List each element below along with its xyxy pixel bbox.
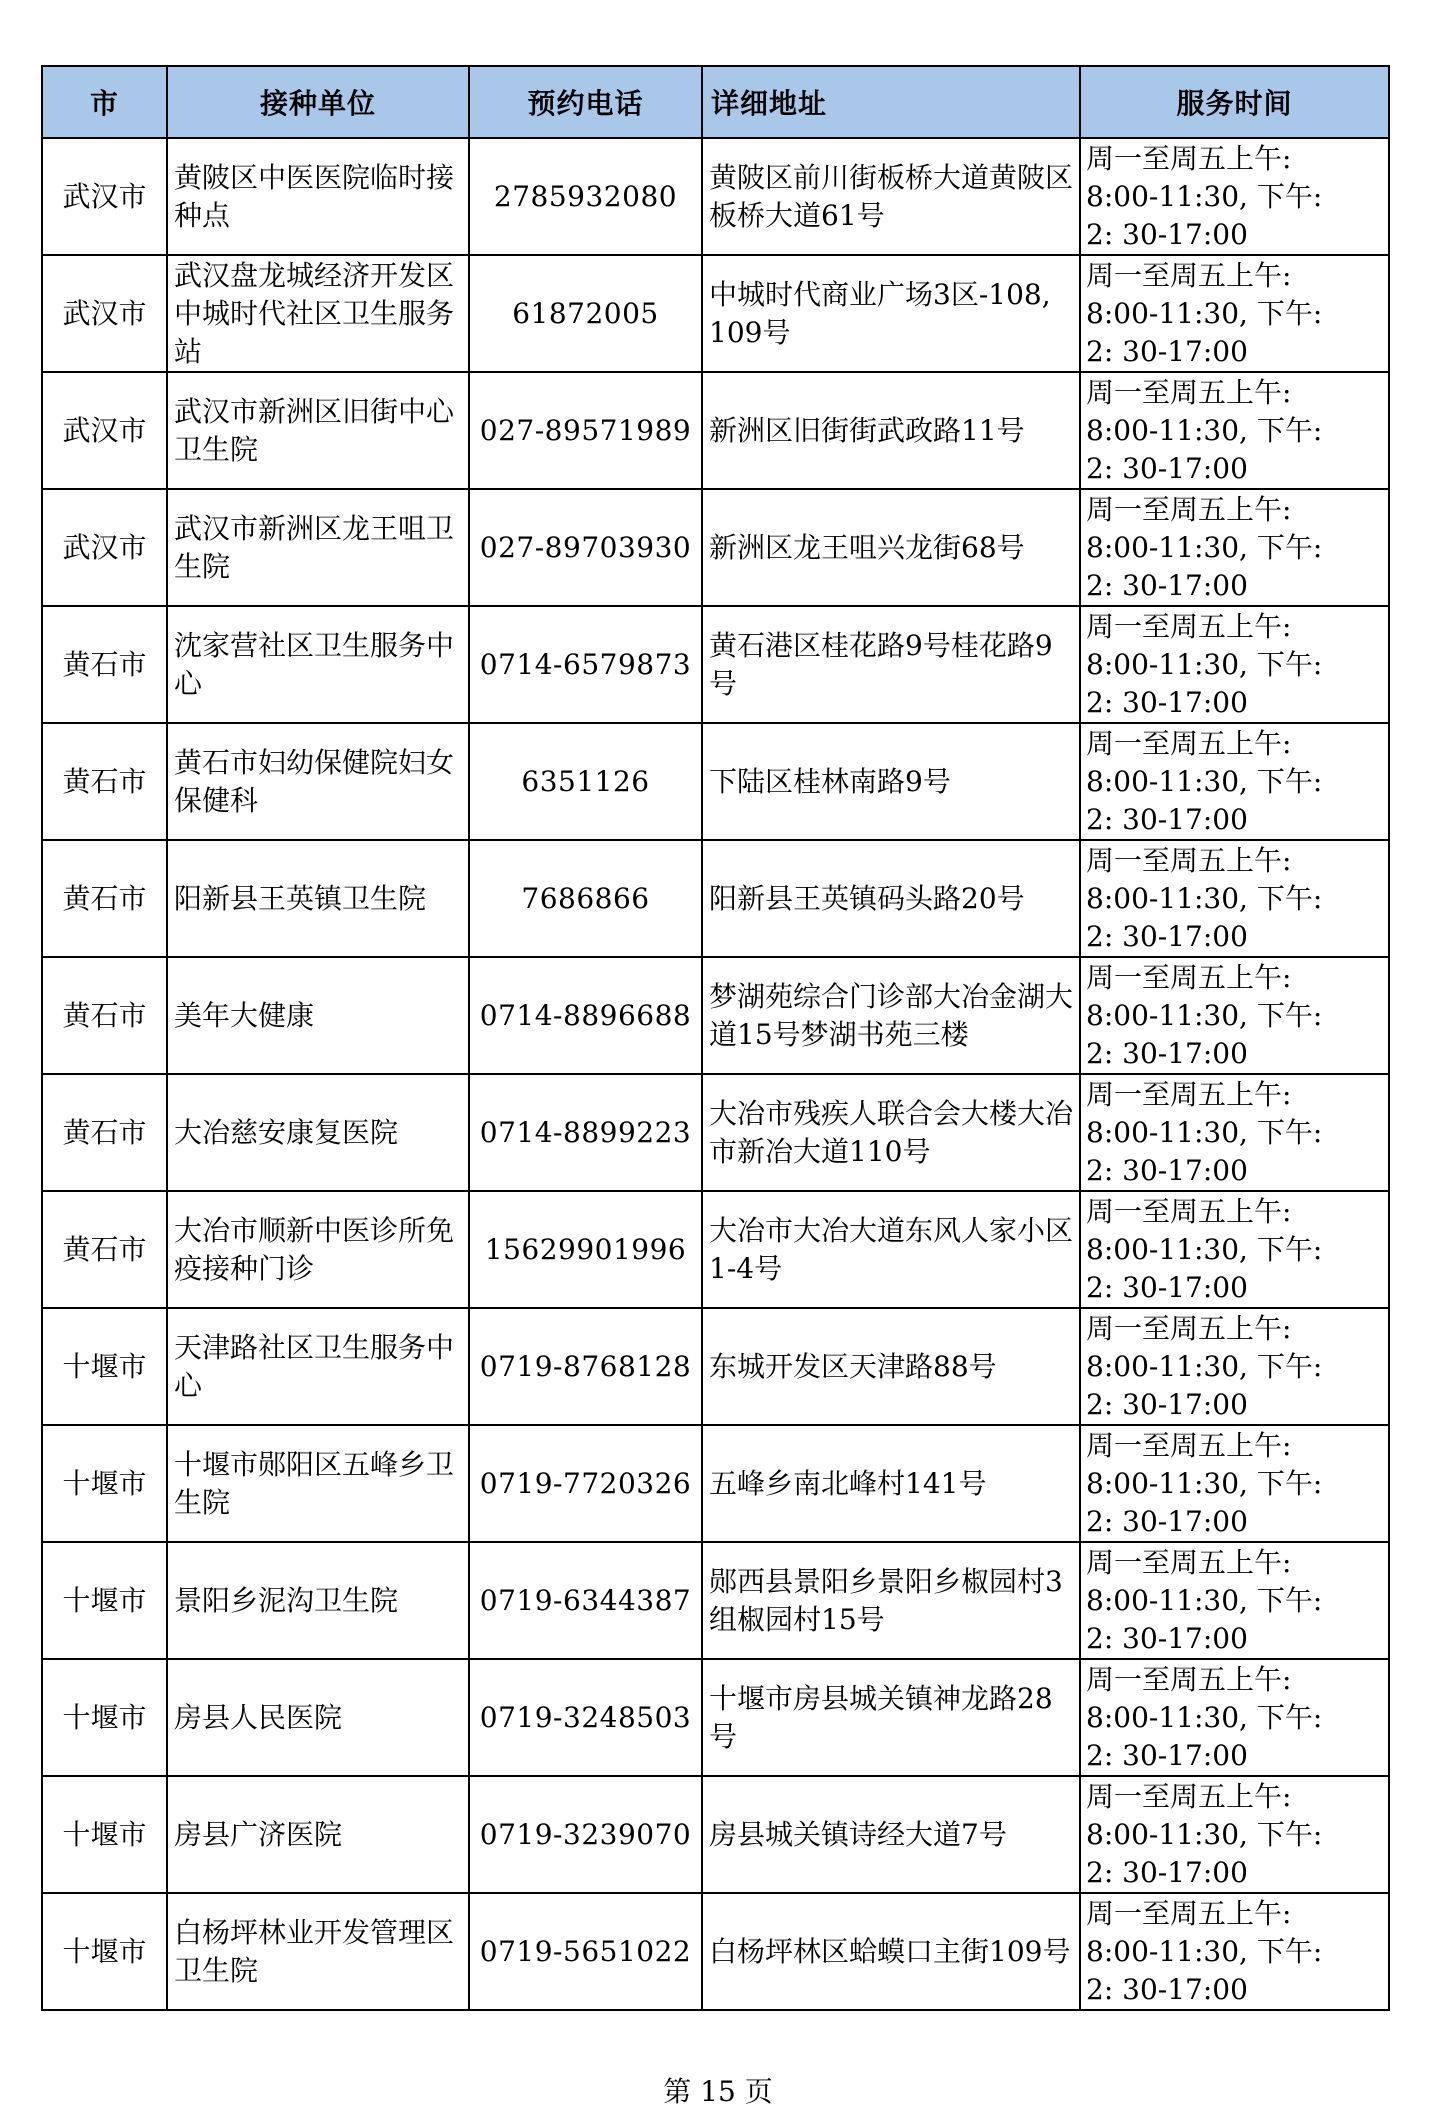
cell-unit: 阳新县王英镇卫生院 — [167, 840, 469, 957]
cell-unit: 大冶市顺新中医诊所免疫接种门诊 — [167, 1191, 469, 1308]
cell-city: 黄石市 — [42, 957, 167, 1074]
cell-city: 武汉市 — [42, 372, 167, 489]
cell-city: 十堰市 — [42, 1659, 167, 1776]
hours-line: 周一至周五上午: — [1086, 1195, 1292, 1228]
header-hours: 服务时间 — [1080, 66, 1389, 138]
cell-unit: 武汉盘龙城经济开发区中城时代社区卫生服务站 — [167, 255, 469, 372]
cell-phone: 0714-6579873 — [469, 606, 702, 723]
cell-unit: 十堰市郧阳区五峰乡卫生院 — [167, 1425, 469, 1542]
cell-phone: 15629901996 — [469, 1191, 702, 1308]
header-unit: 接种单位 — [167, 66, 469, 138]
vaccination-sites-table — [41, 65, 1390, 2011]
cell-hours — [1080, 1542, 1389, 1659]
hours-line: 周一至周五上午: — [1086, 142, 1292, 175]
table-row — [42, 1425, 1389, 1542]
hours-line: 8:00-11:30, 下午: — [1086, 765, 1323, 798]
table-row — [42, 1776, 1389, 1893]
cell-city: 武汉市 — [42, 489, 167, 606]
cell-address: 梦湖苑综合门诊部大冶金湖大道15号梦湖书苑三楼 — [702, 957, 1080, 1074]
hours-line: 周一至周五上午: — [1086, 1429, 1292, 1462]
cell-phone: 0714-8899223 — [469, 1074, 702, 1191]
cell-hours — [1080, 255, 1389, 372]
cell-hours — [1080, 372, 1389, 489]
header-city: 市 — [42, 66, 167, 138]
cell-phone: 0719-3248503 — [469, 1659, 702, 1776]
hours-line: 8:00-11:30, 下午: — [1086, 1935, 1323, 1968]
hours-line: 2: 30-17:00 — [1086, 1622, 1248, 1655]
cell-unit: 天津路社区卫生服务中心 — [167, 1308, 469, 1425]
hours-line: 周一至周五上午: — [1086, 844, 1292, 877]
hours-line: 8:00-11:30, 下午: — [1086, 1701, 1323, 1734]
cell-city: 黄石市 — [42, 1074, 167, 1191]
hours-line: 周一至周五上午: — [1086, 1546, 1292, 1579]
hours-line: 周一至周五上午: — [1086, 1078, 1292, 1111]
cell-city: 武汉市 — [42, 138, 167, 255]
hours-line: 2: 30-17:00 — [1086, 218, 1248, 251]
table-row — [42, 489, 1389, 606]
hours-line: 8:00-11:30, 下午: — [1086, 1818, 1323, 1851]
cell-phone: 6351126 — [469, 723, 702, 840]
hours-line: 2: 30-17:00 — [1086, 452, 1248, 485]
cell-hours — [1080, 1893, 1389, 2010]
hours-line: 8:00-11:30, 下午: — [1086, 1584, 1323, 1617]
cell-unit: 大冶慈安康复医院 — [167, 1074, 469, 1191]
header-address: 详细地址 — [702, 66, 1080, 138]
table-row — [42, 1074, 1389, 1191]
hours-line: 2: 30-17:00 — [1086, 1271, 1248, 1304]
cell-unit: 房县广济医院 — [167, 1776, 469, 1893]
hours-line: 8:00-11:30, 下午: — [1086, 1233, 1323, 1266]
hours-line: 8:00-11:30, 下午: — [1086, 1467, 1323, 1500]
cell-city: 武汉市 — [42, 255, 167, 372]
cell-address: 房县城关镇诗经大道7号 — [702, 1776, 1080, 1893]
cell-address: 十堰市房县城关镇神龙路28号 — [702, 1659, 1080, 1776]
cell-phone: 61872005 — [469, 255, 702, 372]
cell-address: 下陆区桂林南路9号 — [702, 723, 1080, 840]
cell-phone: 2785932080 — [469, 138, 702, 255]
cell-hours — [1080, 606, 1389, 723]
cell-unit: 武汉市新洲区龙王咀卫生院 — [167, 489, 469, 606]
cell-phone: 027-89703930 — [469, 489, 702, 606]
cell-address: 新洲区龙王咀兴龙街68号 — [702, 489, 1080, 606]
cell-city: 黄石市 — [42, 1191, 167, 1308]
cell-city: 十堰市 — [42, 1542, 167, 1659]
cell-unit: 沈家营社区卫生服务中心 — [167, 606, 469, 723]
table-row — [42, 606, 1389, 723]
cell-phone: 0719-6344387 — [469, 1542, 702, 1659]
cell-city: 黄石市 — [42, 723, 167, 840]
table-row — [42, 1659, 1389, 1776]
hours-line: 8:00-11:30, 下午: — [1086, 648, 1323, 681]
cell-unit: 房县人民医院 — [167, 1659, 469, 1776]
cell-hours — [1080, 1659, 1389, 1776]
hours-line: 8:00-11:30, 下午: — [1086, 531, 1323, 564]
hours-line: 周一至周五上午: — [1086, 1897, 1292, 1930]
cell-unit: 白杨坪林业开发管理区卫生院 — [167, 1893, 469, 2010]
page-number: 第 15 页 — [663, 2075, 773, 2108]
hours-line: 2: 30-17:00 — [1086, 920, 1248, 953]
hours-line: 2: 30-17:00 — [1086, 1388, 1248, 1421]
hours-line: 周一至周五上午: — [1086, 259, 1292, 292]
hours-line: 2: 30-17:00 — [1086, 1856, 1248, 1889]
hours-line: 2: 30-17:00 — [1086, 1154, 1248, 1187]
hours-line: 2: 30-17:00 — [1086, 1973, 1248, 2006]
cell-hours — [1080, 957, 1389, 1074]
hours-line: 2: 30-17:00 — [1086, 1739, 1248, 1772]
cell-address: 大冶市大冶大道东风人家小区1-4号 — [702, 1191, 1080, 1308]
table-row — [42, 1308, 1389, 1425]
hours-line: 周一至周五上午: — [1086, 1312, 1292, 1345]
table-row — [42, 957, 1389, 1074]
cell-city: 十堰市 — [42, 1425, 167, 1542]
cell-unit: 黄陂区中医医院临时接种点 — [167, 138, 469, 255]
cell-city: 十堰市 — [42, 1776, 167, 1893]
hours-line: 2: 30-17:00 — [1086, 1037, 1248, 1070]
cell-phone: 0719-3239070 — [469, 1776, 702, 1893]
table-header-row — [42, 66, 1389, 138]
hours-line: 8:00-11:30, 下午: — [1086, 1116, 1323, 1149]
cell-phone: 027-89571989 — [469, 372, 702, 489]
cell-hours — [1080, 1308, 1389, 1425]
header-phone: 预约电话 — [469, 66, 702, 138]
cell-unit: 武汉市新洲区旧街中心卫生院 — [167, 372, 469, 489]
cell-address: 黄陂区前川街板桥大道黄陂区板桥大道61号 — [702, 138, 1080, 255]
hours-line: 8:00-11:30, 下午: — [1086, 414, 1323, 447]
table-row — [42, 255, 1389, 372]
cell-address: 郧西县景阳乡景阳乡椒园村3组椒园村15号 — [702, 1542, 1080, 1659]
hours-line: 2: 30-17:00 — [1086, 686, 1248, 719]
hours-line: 周一至周五上午: — [1086, 493, 1292, 526]
cell-unit: 黄石市妇幼保健院妇女保健科 — [167, 723, 469, 840]
cell-phone: 0719-7720326 — [469, 1425, 702, 1542]
hours-line: 周一至周五上午: — [1086, 376, 1292, 409]
hours-line: 周一至周五上午: — [1086, 1780, 1292, 1813]
cell-hours — [1080, 1776, 1389, 1893]
cell-address: 新洲区旧街街武政路11号 — [702, 372, 1080, 489]
cell-address: 中城时代商业广场3区-108, 109号 — [702, 255, 1080, 372]
cell-hours — [1080, 1074, 1389, 1191]
cell-city: 十堰市 — [42, 1893, 167, 2010]
cell-hours — [1080, 1191, 1389, 1308]
cell-phone: 7686866 — [469, 840, 702, 957]
cell-city: 黄石市 — [42, 606, 167, 723]
table-row — [42, 372, 1389, 489]
table-row — [42, 723, 1389, 840]
cell-phone: 0719-5651022 — [469, 1893, 702, 2010]
hours-line: 8:00-11:30, 下午: — [1086, 180, 1323, 213]
cell-phone: 0714-8896688 — [469, 957, 702, 1074]
hours-line: 2: 30-17:00 — [1086, 569, 1248, 602]
hours-line: 周一至周五上午: — [1086, 1663, 1292, 1696]
table-row — [42, 138, 1389, 255]
cell-phone: 0719-8768128 — [469, 1308, 702, 1425]
cell-hours — [1080, 840, 1389, 957]
hours-line: 8:00-11:30, 下午: — [1086, 297, 1323, 330]
vaccination-sites-table-container — [41, 65, 1388, 2011]
cell-address: 阳新县王英镇码头路20号 — [702, 840, 1080, 957]
hours-line: 2: 30-17:00 — [1086, 335, 1248, 368]
cell-unit: 美年大健康 — [167, 957, 469, 1074]
cell-address: 五峰乡南北峰村141号 — [702, 1425, 1080, 1542]
hours-line: 周一至周五上午: — [1086, 727, 1292, 760]
cell-hours — [1080, 138, 1389, 255]
hours-line: 周一至周五上午: — [1086, 961, 1292, 994]
hours-line: 2: 30-17:00 — [1086, 1505, 1248, 1538]
hours-line: 2: 30-17:00 — [1086, 803, 1248, 836]
table-row — [42, 1191, 1389, 1308]
hours-line: 8:00-11:30, 下午: — [1086, 882, 1323, 915]
cell-city: 十堰市 — [42, 1308, 167, 1425]
cell-address: 白杨坪林区蛤蟆口主街109号 — [702, 1893, 1080, 2010]
cell-hours — [1080, 489, 1389, 606]
cell-hours — [1080, 1425, 1389, 1542]
cell-address: 东城开发区天津路88号 — [702, 1308, 1080, 1425]
table-row — [42, 1893, 1389, 2010]
hours-line: 8:00-11:30, 下午: — [1086, 1350, 1323, 1383]
hours-line: 8:00-11:30, 下午: — [1086, 999, 1323, 1032]
cell-address: 黄石港区桂花路9号桂花路9号 — [702, 606, 1080, 723]
table-body — [42, 138, 1389, 2010]
hours-line: 周一至周五上午: — [1086, 610, 1292, 643]
cell-address: 大冶市残疾人联合会大楼大冶市新冶大道110号 — [702, 1074, 1080, 1191]
cell-hours — [1080, 723, 1389, 840]
table-row — [42, 840, 1389, 957]
cell-unit: 景阳乡泥沟卫生院 — [167, 1542, 469, 1659]
cell-city: 黄石市 — [42, 840, 167, 957]
table-row — [42, 1542, 1389, 1659]
